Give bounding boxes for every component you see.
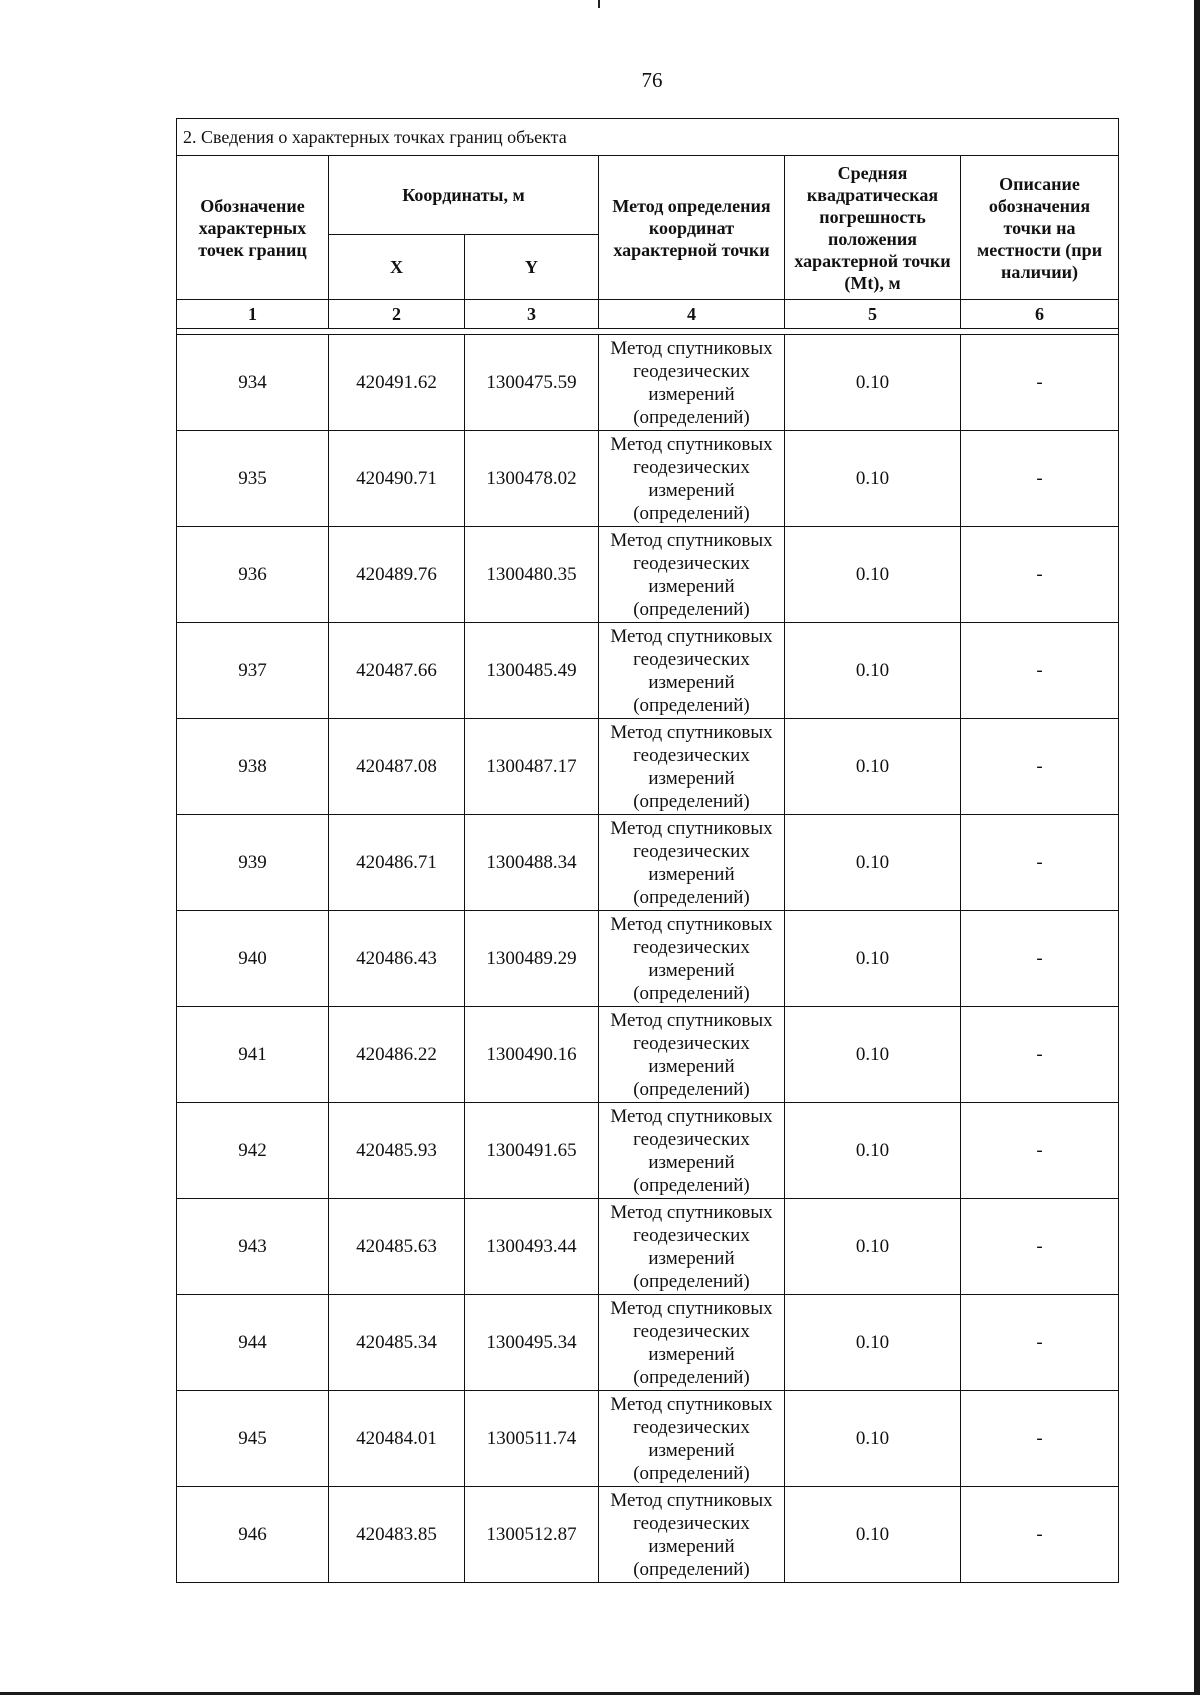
cell-point: 941 bbox=[177, 1007, 329, 1103]
column-number: 4 bbox=[599, 300, 785, 329]
cell-y: 1300485.49 bbox=[465, 623, 599, 719]
header-designation: Обозначение характерных точек границ bbox=[177, 156, 329, 300]
header-coordinates: Координаты, м bbox=[329, 156, 599, 235]
table-row bbox=[177, 1007, 1119, 1103]
cell-x: 420483.85 bbox=[329, 1487, 465, 1583]
table-title: 2. Сведения о характерных точках границ объекта bbox=[177, 119, 1119, 156]
header-description: Описание обозначения точки на местности (при наличии) bbox=[961, 156, 1119, 300]
cell-error: 0.10 bbox=[785, 1487, 961, 1583]
header-y: Y bbox=[465, 235, 599, 300]
scan-mark bbox=[598, 0, 600, 8]
column-number: 1 bbox=[177, 300, 329, 329]
boundary-points-table bbox=[176, 118, 1119, 1583]
table-row bbox=[177, 1391, 1119, 1487]
table-row bbox=[177, 815, 1119, 911]
cell-description: - bbox=[961, 527, 1119, 623]
column-number: 6 bbox=[961, 300, 1119, 329]
cell-method: Метод спутниковых геодезических измерений (определений) bbox=[599, 1295, 785, 1391]
cell-error: 0.10 bbox=[785, 623, 961, 719]
cell-y: 1300495.34 bbox=[465, 1295, 599, 1391]
cell-x: 420485.63 bbox=[329, 1199, 465, 1295]
cell-x: 420485.93 bbox=[329, 1103, 465, 1199]
cell-method: Метод спутниковых геодезических измерений (определений) bbox=[599, 815, 785, 911]
cell-method: Метод спутниковых геодезических измерений (определений) bbox=[599, 527, 785, 623]
cell-description: - bbox=[961, 1391, 1119, 1487]
cell-error: 0.10 bbox=[785, 1391, 961, 1487]
cell-x: 420486.71 bbox=[329, 815, 465, 911]
cell-description: - bbox=[961, 1007, 1119, 1103]
cell-x: 420484.01 bbox=[329, 1391, 465, 1487]
cell-x: 420491.62 bbox=[329, 335, 465, 431]
cell-description: - bbox=[961, 1103, 1119, 1199]
cell-point: 946 bbox=[177, 1487, 329, 1583]
table-row bbox=[177, 431, 1119, 527]
cell-x: 420486.22 bbox=[329, 1007, 465, 1103]
cell-method: Метод спутниковых геодезических измерений (определений) bbox=[599, 1391, 785, 1487]
cell-description: - bbox=[961, 1487, 1119, 1583]
cell-point: 935 bbox=[177, 431, 329, 527]
cell-point: 944 bbox=[177, 1295, 329, 1391]
column-number: 2 bbox=[329, 300, 465, 329]
cell-point: 934 bbox=[177, 335, 329, 431]
table-row bbox=[177, 1487, 1119, 1583]
cell-method: Метод спутниковых геодезических измерений (определений) bbox=[599, 335, 785, 431]
table-row bbox=[177, 335, 1119, 431]
cell-y: 1300490.16 bbox=[465, 1007, 599, 1103]
cell-error: 0.10 bbox=[785, 911, 961, 1007]
cell-y: 1300489.29 bbox=[465, 911, 599, 1007]
cell-method: Метод спутниковых геодезических измерений (определений) bbox=[599, 1007, 785, 1103]
header-x: X bbox=[329, 235, 465, 300]
cell-point: 939 bbox=[177, 815, 329, 911]
cell-point: 943 bbox=[177, 1199, 329, 1295]
cell-x: 420487.08 bbox=[329, 719, 465, 815]
cell-y: 1300491.65 bbox=[465, 1103, 599, 1199]
table-row bbox=[177, 719, 1119, 815]
scan-edge-right bbox=[1194, 0, 1200, 1695]
table-row bbox=[177, 1103, 1119, 1199]
table-row bbox=[177, 1295, 1119, 1391]
cell-error: 0.10 bbox=[785, 1103, 961, 1199]
cell-error: 0.10 bbox=[785, 1199, 961, 1295]
cell-method: Метод спутниковых геодезических измерений (определений) bbox=[599, 911, 785, 1007]
cell-error: 0.10 bbox=[785, 719, 961, 815]
column-number: 3 bbox=[465, 300, 599, 329]
cell-error: 0.10 bbox=[785, 527, 961, 623]
cell-method: Метод спутниковых геодезических измерений (определений) bbox=[599, 431, 785, 527]
cell-point: 945 bbox=[177, 1391, 329, 1487]
cell-x: 420489.76 bbox=[329, 527, 465, 623]
cell-method: Метод спутниковых геодезических измерений (определений) bbox=[599, 623, 785, 719]
cell-point: 940 bbox=[177, 911, 329, 1007]
cell-y: 1300511.74 bbox=[465, 1391, 599, 1487]
cell-y: 1300493.44 bbox=[465, 1199, 599, 1295]
cell-y: 1300487.17 bbox=[465, 719, 599, 815]
header-method: Метод определения координат характерной точки bbox=[599, 156, 785, 300]
cell-y: 1300475.59 bbox=[465, 335, 599, 431]
cell-x: 420485.34 bbox=[329, 1295, 465, 1391]
cell-y: 1300488.34 bbox=[465, 815, 599, 911]
cell-point: 937 bbox=[177, 623, 329, 719]
cell-description: - bbox=[961, 911, 1119, 1007]
cell-y: 1300478.02 bbox=[465, 431, 599, 527]
header-error: Средняя квадратическая погрешность положения характерной точки (Mt), м bbox=[785, 156, 961, 300]
cell-point: 936 bbox=[177, 527, 329, 623]
cell-method: Метод спутниковых геодезических измерений (определений) bbox=[599, 1103, 785, 1199]
cell-y: 1300480.35 bbox=[465, 527, 599, 623]
table-row bbox=[177, 911, 1119, 1007]
cell-error: 0.10 bbox=[785, 335, 961, 431]
table-row bbox=[177, 1199, 1119, 1295]
cell-description: - bbox=[961, 815, 1119, 911]
page-number: 76 bbox=[641, 68, 663, 92]
cell-error: 0.10 bbox=[785, 1007, 961, 1103]
cell-method: Метод спутниковых геодезических измерений (определений) bbox=[599, 1199, 785, 1295]
cell-description: - bbox=[961, 335, 1119, 431]
cell-description: - bbox=[961, 719, 1119, 815]
cell-description: - bbox=[961, 431, 1119, 527]
cell-error: 0.10 bbox=[785, 1295, 961, 1391]
cell-description: - bbox=[961, 1295, 1119, 1391]
column-number: 5 bbox=[785, 300, 961, 329]
cell-point: 938 bbox=[177, 719, 329, 815]
cell-point: 942 bbox=[177, 1103, 329, 1199]
cell-method: Метод спутниковых геодезических измерений (определений) bbox=[599, 1487, 785, 1583]
cell-x: 420487.66 bbox=[329, 623, 465, 719]
cell-error: 0.10 bbox=[785, 431, 961, 527]
cell-x: 420490.71 bbox=[329, 431, 465, 527]
table-row bbox=[177, 527, 1119, 623]
cell-method: Метод спутниковых геодезических измерений (определений) bbox=[599, 719, 785, 815]
cell-y: 1300512.87 bbox=[465, 1487, 599, 1583]
cell-description: - bbox=[961, 623, 1119, 719]
cell-x: 420486.43 bbox=[329, 911, 465, 1007]
table-row bbox=[177, 623, 1119, 719]
cell-description: - bbox=[961, 1199, 1119, 1295]
cell-error: 0.10 bbox=[785, 815, 961, 911]
